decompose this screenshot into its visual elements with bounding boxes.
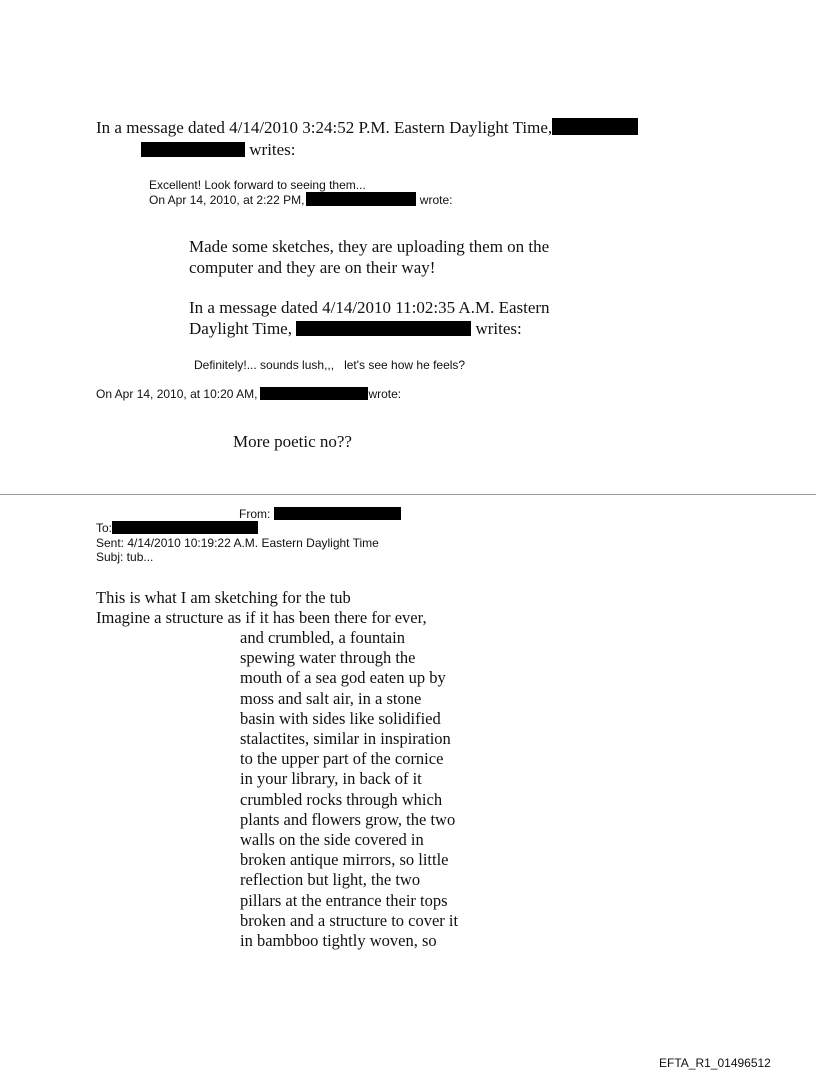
body-1-line-2: computer and they are on their way! — [189, 258, 436, 277]
body-3-line-1: This is what I am sketching for the tub — [96, 588, 351, 607]
from-label: From: — [239, 507, 271, 521]
body-3-line-2: Imagine a structure as if it has been there for ever, — [96, 608, 427, 627]
to-line — [96, 521, 258, 535]
reply-2-wrote-line — [96, 387, 401, 401]
reply-1-wrote-line — [149, 192, 452, 207]
body-1-line-1: Made some sketches, they are uploading them on the — [189, 237, 550, 256]
body-3-continued-line: reflection but light, the two — [240, 870, 421, 890]
reply-2-date: On Apr 14, 2010, at 10:20 AM, — [96, 387, 258, 401]
body-3-continued-line: broken antique mirrors, so little — [240, 850, 449, 870]
divider — [0, 494, 816, 495]
body-3-continued — [240, 628, 458, 951]
redaction-block — [260, 387, 368, 400]
from-line — [239, 507, 401, 521]
to-label: To: — [96, 521, 113, 535]
body-3-continued-line: to the upper part of the cornice — [240, 749, 444, 769]
body-3-continued-line: plants and flowers grow, the two — [240, 809, 456, 829]
reply-1-wrote: wrote: — [419, 193, 453, 207]
message-2-writes: writes: — [475, 319, 522, 338]
body-3-continued-line: walls on the side covered in — [240, 830, 424, 850]
redaction-block — [296, 321, 471, 336]
message-1-header — [96, 117, 638, 138]
message-2-writes-line — [189, 318, 522, 339]
body-3-continued-line: mouth of a sea god eaten up by — [240, 668, 446, 688]
message-1-writes: writes: — [249, 140, 296, 159]
message-1-writes-line — [141, 139, 296, 160]
body-3-continued-line: basin with sides like solidified — [240, 708, 441, 728]
body-3-continued-line: in your library, in back of it — [240, 769, 422, 789]
body-3-continued-line: moss and salt air, in a stone — [240, 688, 422, 708]
body-3-continued-line: pillars at the entrance their tops — [240, 890, 448, 910]
redaction-block — [552, 118, 638, 135]
body-2-text: More poetic no?? — [233, 432, 352, 451]
reply-1-date: On Apr 14, 2010, at 2:22 PM, — [149, 193, 305, 207]
reply-2-wrote: wrote: — [368, 387, 402, 401]
redaction-block — [274, 507, 401, 520]
redaction-block — [112, 521, 258, 534]
message-1-dated-line: In a message dated 4/14/2010 3:24:52 P.M. Eastern Daylight Time, — [96, 118, 553, 137]
reply-1-text: Excellent! Look forward to seeing them... — [149, 178, 366, 192]
subject-line: Subj: tub... — [96, 550, 154, 564]
message-2-daylight: Daylight Time, — [189, 319, 292, 338]
body-3-continued-line: broken and a structure to cover it — [240, 910, 459, 930]
redaction-block — [141, 142, 245, 157]
redaction-block — [306, 192, 416, 206]
sent-line: Sent: 4/14/2010 10:19:22 A.M. Eastern Daylight Time — [96, 536, 379, 550]
body-3-continued-line: and crumbled, a fountain — [240, 628, 405, 647]
document-id: EFTA_R1_01496512 — [659, 1056, 771, 1070]
body-3-continued-line: crumbled rocks through which — [240, 789, 443, 809]
body-3-continued-line: in bambboo tightly woven, so — [240, 931, 437, 951]
message-2-dated-line: In a message dated 4/14/2010 11:02:35 A.M. Eastern — [189, 298, 550, 317]
body-3-continued-line: spewing water through the — [240, 648, 416, 668]
reply-2-text: Definitely!... sounds lush,,, let's see how he feels? — [194, 358, 466, 372]
body-3-continued-line: stalactites, similar in inspiration — [240, 729, 451, 749]
